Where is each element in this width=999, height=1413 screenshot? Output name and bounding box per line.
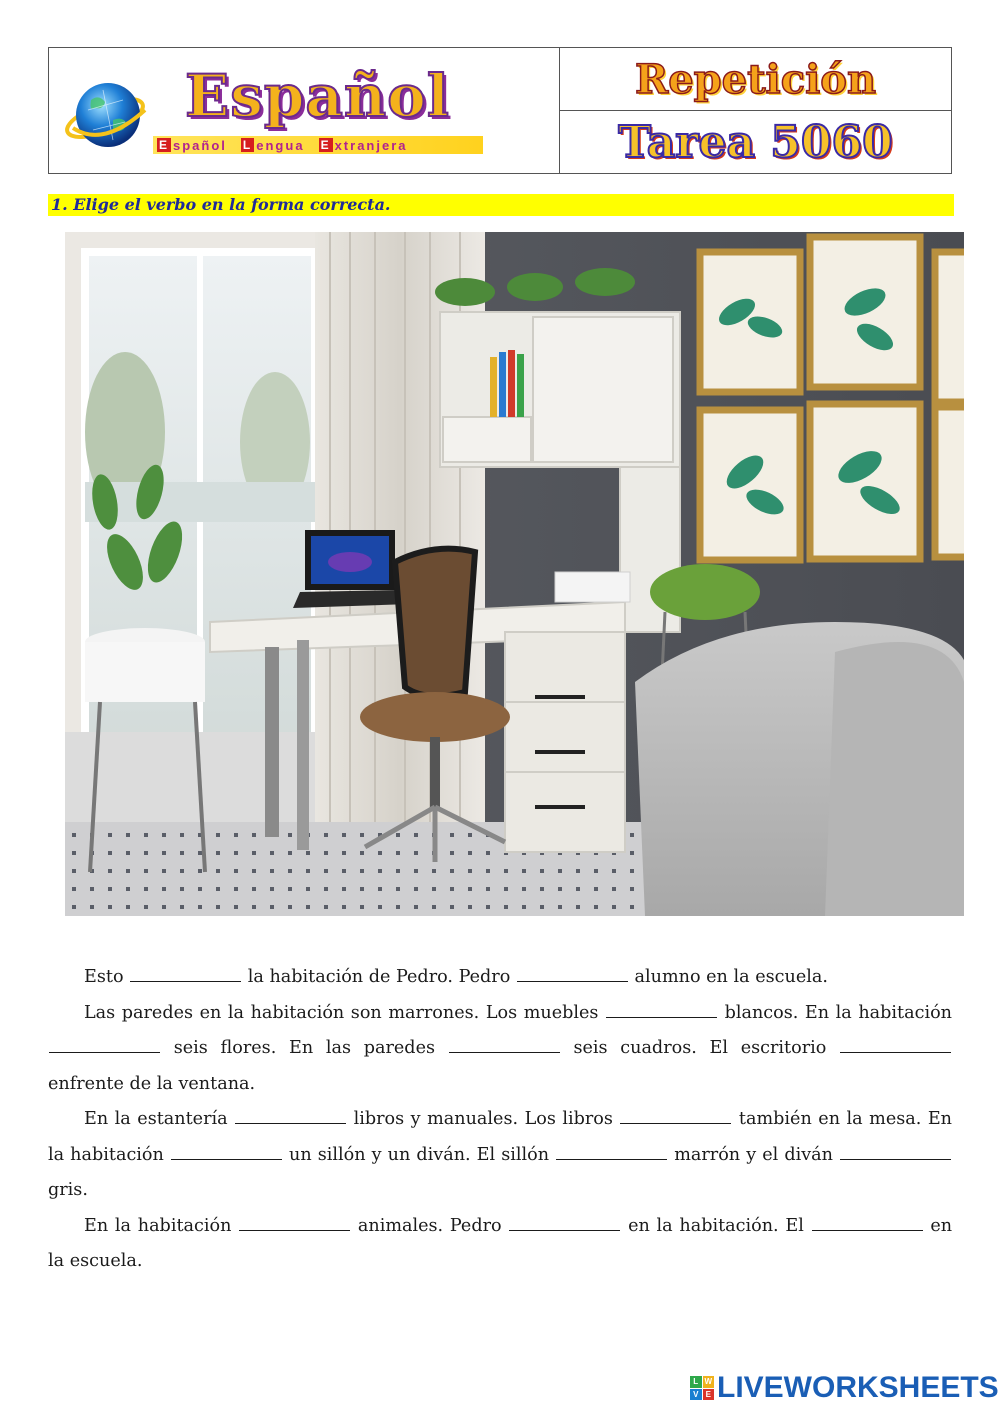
paragraph-4 — [48, 1209, 952, 1280]
text-segment: libros y manuales. Los libros — [353, 1109, 613, 1129]
answer-blank[interactable] — [620, 1108, 731, 1124]
text-segment: alumno en la escuela. — [634, 967, 828, 987]
text-segment: Las paredes en la habitación son marrones. Los muebles — [84, 1002, 599, 1023]
text-segment: Esto — [84, 967, 124, 987]
text-segment: en la escuela. — [48, 1215, 953, 1271]
text-segment: también en la mesa. En la habitación — [48, 1109, 953, 1165]
globe-icon — [63, 70, 153, 160]
text-segment: En la estantería — [84, 1109, 228, 1129]
text-segment: seis cuadros. El escritorio — [573, 1038, 827, 1058]
answer-blank[interactable] — [49, 1037, 160, 1053]
answer-blank[interactable] — [840, 1037, 951, 1053]
paragraph-3 — [48, 1102, 952, 1209]
brand-mark-icon — [690, 1376, 714, 1400]
answer-blank[interactable] — [239, 1215, 350, 1231]
answer-blank[interactable] — [509, 1215, 620, 1231]
task-number: Tarea 5060 — [618, 116, 893, 168]
sheet-title: Repetición — [634, 55, 877, 103]
logo-sub-cap-l: L — [242, 138, 253, 152]
answer-blank[interactable] — [606, 1002, 717, 1018]
brand-mark-letter: V — [690, 1389, 702, 1401]
brand-mark-letter: L — [690, 1376, 702, 1388]
paragraph-2 — [48, 996, 952, 1103]
answer-blank[interactable] — [812, 1215, 923, 1231]
brand-text: LIVEWORKSHEETS — [717, 1371, 999, 1404]
text-segment: un sillón y un diván. El sillón — [289, 1144, 550, 1165]
title-cell — [560, 48, 951, 110]
answer-blank[interactable] — [171, 1144, 282, 1160]
logo-subtitle — [153, 136, 483, 154]
logo-cell — [49, 48, 560, 173]
exercise-text — [48, 960, 952, 1280]
text-segment: animales. Pedro — [357, 1215, 502, 1236]
logo-sub-cap-e: E — [159, 138, 170, 152]
text-segment: marrón y el diván — [674, 1144, 833, 1165]
text-segment: En la habitación — [84, 1215, 232, 1236]
text-segment: gris. — [48, 1180, 88, 1200]
answer-blank[interactable] — [130, 966, 241, 982]
title-cells — [560, 48, 951, 173]
exercise-instruction: 1. Elige el verbo en la forma correcta. — [48, 194, 954, 216]
logo-title: Español — [185, 62, 450, 130]
answer-blank[interactable] — [449, 1037, 560, 1053]
room-photo — [65, 232, 964, 916]
answer-blank[interactable] — [517, 966, 628, 982]
answer-blank[interactable] — [840, 1144, 951, 1160]
task-cell — [560, 110, 951, 173]
text-segment: la habitación de Pedro. Pedro — [247, 967, 511, 987]
room-illustration — [65, 232, 964, 916]
answer-blank[interactable] — [556, 1144, 667, 1160]
logo-sub-word-2: engua — [256, 137, 305, 153]
paragraph-1 — [48, 960, 952, 996]
logo-sub-word-3: xtranjera — [334, 137, 408, 153]
text-segment: en la habitación. El — [628, 1215, 804, 1236]
answer-blank[interactable] — [235, 1108, 346, 1124]
header-table — [48, 47, 952, 174]
logo-sub-cap-e2: E — [320, 138, 331, 152]
text-segment: enfrente de la ventana. — [48, 1073, 256, 1094]
text-segment: seis flores. En las paredes — [173, 1038, 436, 1058]
liveworksheets-logo[interactable] — [690, 1370, 999, 1406]
brand-mark-letter: W — [704, 1377, 713, 1386]
text-segment: blancos. En la habitación — [724, 1002, 952, 1023]
brand-mark-letter: E — [703, 1389, 715, 1401]
logo-sub-word-1: spañol — [173, 137, 227, 153]
